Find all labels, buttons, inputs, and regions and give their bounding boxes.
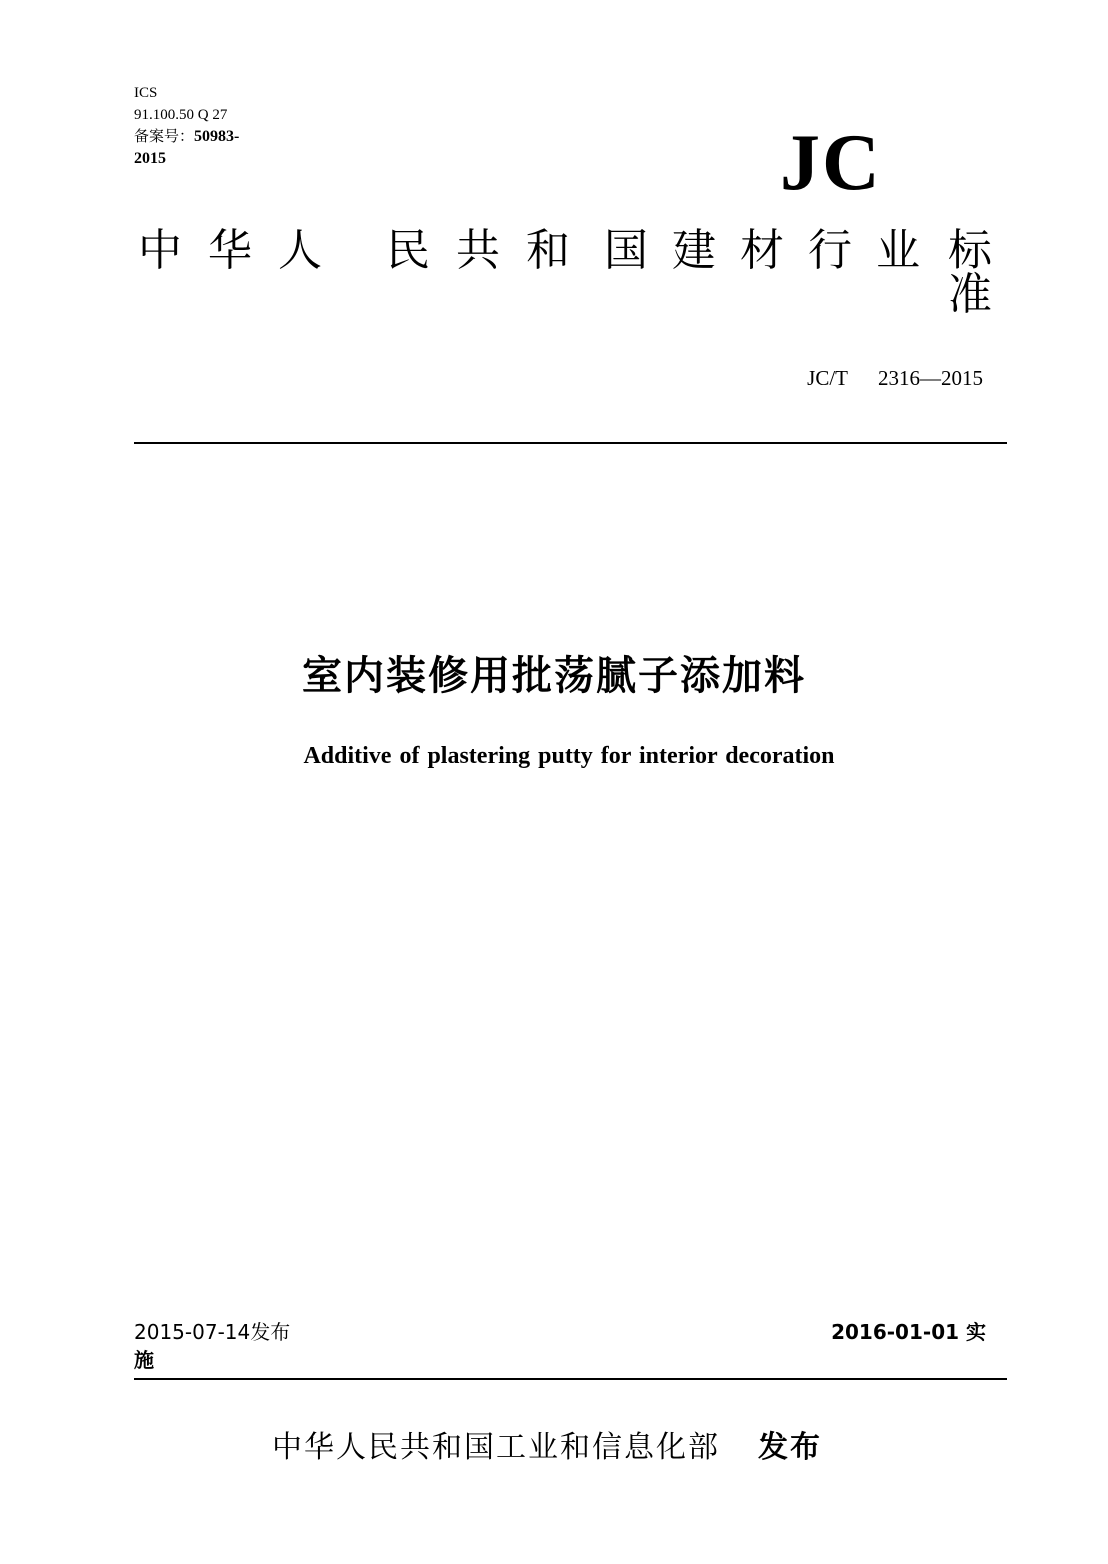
ics-code: 91.100.50 Q 27	[134, 107, 228, 123]
standard-type-char: 建	[672, 225, 716, 276]
standard-type-char: 和	[526, 225, 570, 276]
standard-type-char: 共	[456, 225, 500, 276]
standard-type-char: 行	[808, 225, 852, 276]
record-number-year: 2015	[134, 150, 166, 167]
jc-logo: JC	[780, 119, 882, 207]
standard-type-char: 材	[740, 225, 784, 276]
standard-number-prefix: JC/T	[807, 366, 848, 390]
standard-number	[807, 366, 983, 391]
standard-type-char: 准	[948, 269, 992, 320]
record-number-line	[134, 126, 239, 148]
publisher-name: 中华人民共和国工业和信息化部	[272, 1430, 720, 1465]
standard-type-char: 人	[278, 225, 322, 276]
issue-date-value: 2015-07-14	[134, 1320, 251, 1344]
standard-type-char: 业	[876, 225, 920, 276]
issue-label-continued: 施	[134, 1348, 154, 1372]
title-chinese: 室内装修用批荡腻子添加料	[302, 653, 806, 699]
standard-type-char: 民	[386, 225, 430, 276]
standard-type-heading	[138, 226, 1018, 322]
standard-type-char: 中	[138, 225, 182, 276]
standard-type-char: 华	[208, 225, 252, 276]
standard-type-char: 国	[604, 225, 648, 276]
publisher	[272, 1428, 822, 1468]
ics-label: ICS	[134, 85, 158, 101]
header-divider	[134, 442, 1007, 444]
issue-label: 发布	[250, 1320, 291, 1344]
record-number: 50983-	[194, 128, 240, 145]
footer-divider	[134, 1378, 1007, 1380]
standard-number-value: 2316—2015	[878, 366, 983, 390]
title-english: Additive of plastering putty for interior decoration	[303, 743, 835, 769]
record-label: 备案号：	[134, 129, 195, 145]
standard-type-char: 标	[948, 225, 992, 276]
issue-date	[134, 1318, 290, 1374]
publisher-action: 发布	[758, 1430, 822, 1465]
document-metadata	[134, 82, 239, 170]
implementation-date: 2016-01-01 实	[831, 1320, 986, 1344]
